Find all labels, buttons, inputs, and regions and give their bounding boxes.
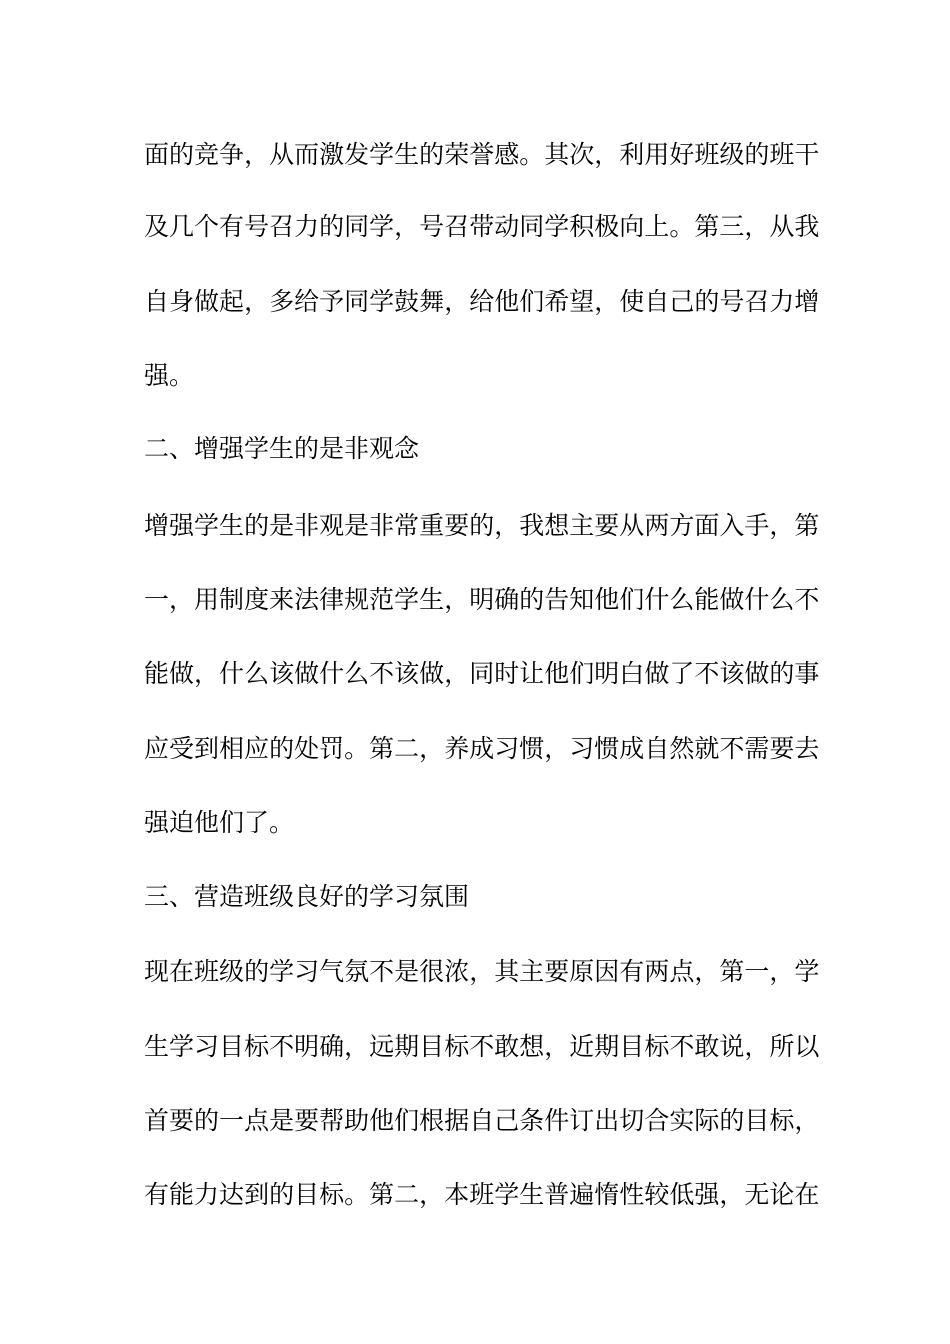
text-line: 增 强 学 生 的 是 非 观 是 非 常 重 要 的 ， 我 想 主 要 从 两 方 面 入 手 ， 第 [144,511,820,540]
text-line: 首 要 的 一 点 是 要 帮 助 他 们 根 据 自 己 条 件 订 出 切 合 实 际 的 目 标 ， [144,1106,820,1135]
text-line: 现 在 班 级 的 学 习 气 氛 不 是 很 浓 ， 其 主 要 原 因 有 两 点 ， 第 一 ， 学 [144,957,820,986]
text-line: 面 的 竞 争 ， 从 而 激 发 学 生 的 荣 誉 感 。 其 次 ， 利 用 好 班 级 的 班 干 [144,140,820,169]
section-heading: 三、营造班级良好的学习氛围 [144,882,470,911]
text-line: 有 能 力 达 到 的 目 标 。 第 二 ， 本 班 学 生 普 遍 惰 性 较 低 强 ， 无 论 在 [144,1180,820,1209]
text-line: 一 ， 用 制 度 来 法 律 规 范 学 生 ， 明 确 的 告 知 他 们 什 么 能 做 什 么 不 [144,585,820,614]
text-line: 及 几 个 有 号 召 力 的 同 学 ， 号 召 带 动 同 学 积 极 向 上 。 第 三 ， 从 我 [144,212,820,241]
text-line: 应 受 到 相 应 的 处 罚 。 第 二 ， 养 成 习 惯 ， 习 惯 成 自 然 就 不 需 要 去 [144,734,820,763]
text-line: 强。 [144,361,195,390]
text-line: 自 身 做 起 ， 多 给 予 同 学 鼓 舞 ， 给 他 们 希 望 ， 使 自 己 的 号 召 力 增 [144,287,820,316]
text-line: 能 做 ， 什 么 该 做 什 么 不 该 做 ， 同 时 让 他 们 明 白 做 了 不 该 做 的 事 [144,659,820,688]
text-line: 生 学 习 目 标 不 明 确 ， 远 期 目 标 不 敢 想 ， 近 期 目 标 不 敢 说 ， 所 以 [144,1032,820,1061]
section-heading: 二、增强学生的是非观念 [144,434,420,463]
text-line: 强迫他们了。 [144,808,295,837]
